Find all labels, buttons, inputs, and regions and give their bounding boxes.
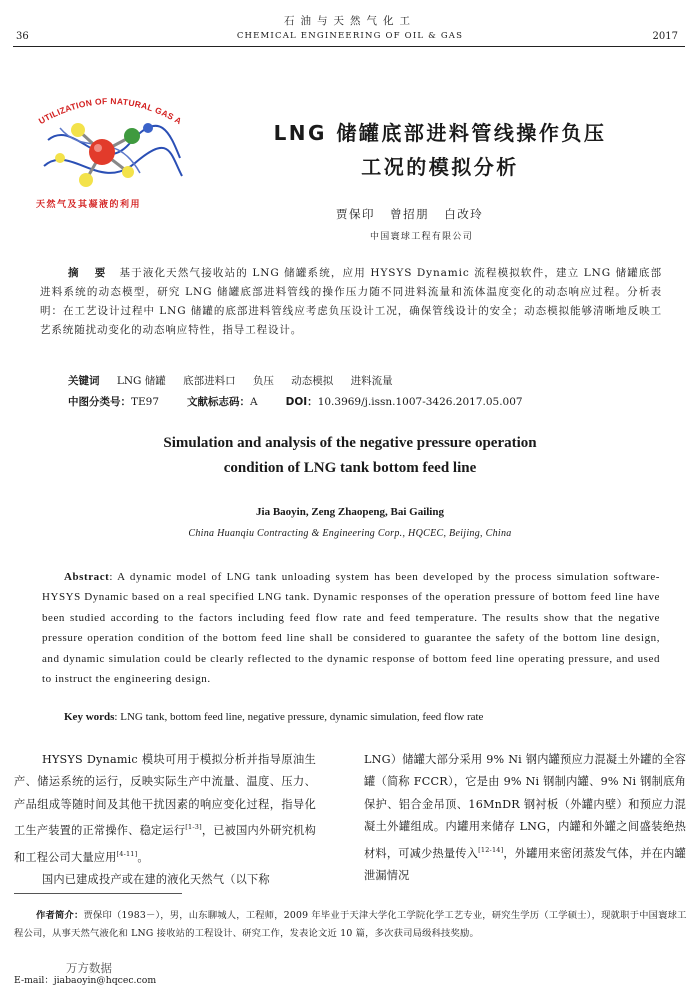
- clc-label: 中图分类号：: [68, 396, 131, 408]
- journal-title-cn: 石油与天然气化工: [284, 15, 416, 27]
- author-footnote: [14, 907, 688, 942]
- classification-line: [68, 394, 523, 409]
- doi-label: DOI：: [285, 396, 318, 408]
- keyword-cn-item: 进料流量: [350, 375, 393, 387]
- abstract-en-text: : A dynamic model of LNG tank unloading system has been developed by the process simulation software-HYSYS Dynamic based on a real specified LNG tank. Dynamic responses of the operation pressure of bottom feed line have been studied according to the factors including feed flow rate and feed temperature. The results show that the negative pressure operation condition of the bottom feed line shall be considered to guarantee the safety of the bottom line design, and dynamic simulation could be clearly reflected to the dynamic response of bottom feed line operating pressure, and used to instruct the engineering design.: [42, 571, 660, 686]
- keyword-cn-item: 动态模拟: [291, 375, 334, 387]
- body-column-right: [364, 749, 686, 887]
- watermark: 万方数据: [66, 961, 112, 975]
- article-title-en-line2: condition of LNG tank bottom feed line: [223, 460, 477, 476]
- clc-value: TE97: [131, 396, 160, 408]
- authors-cn: 贾保印 曾招朋 白改玲: [336, 207, 484, 221]
- citation-ref[interactable]: [12-14]: [478, 845, 504, 854]
- citation-ref[interactable]: [4-11]: [116, 849, 138, 858]
- body-paragraph: 国内已建成投产或在建的液化天然气（以下称: [42, 873, 270, 887]
- doc-code-label: 文献标志码：: [187, 396, 251, 408]
- affiliation-cn: 中国寰球工程有限公司: [370, 232, 474, 242]
- header-rule: [13, 46, 685, 47]
- article-title-line2: 工况的模拟分析: [361, 155, 519, 179]
- svg-text:UTILIZATION OF NATURAL GAS AND: [30, 88, 184, 126]
- citation-ref[interactable]: [1-3]: [185, 823, 202, 832]
- doc-code-value: A: [250, 396, 258, 408]
- journal-year: 2017: [652, 31, 678, 42]
- authors-en: Jia Baoyin, Zeng Zhaopeng, Bai Gailing: [256, 506, 444, 518]
- keyword-cn-item: 负压: [252, 375, 274, 387]
- body-paragraph: LNG）储罐大部分采用 9% Ni 钢内罐预应力混凝土外罐的全容罐（简称 FCCR），它是由 9% Ni 钢制内罐、9% Ni 钢制底角保护、铝合金吊顶、16MnDR 钢衬板（外罐内壁）和预应力混凝土外罐组成。内罐用来储存 LNG，内罐和外罐之间盛装绝热材料，可减少热量传入[12-14]，外罐用来密闭蒸发气体，并在内罐泄漏情况: [364, 753, 686, 883]
- article-title-line1: LNG 储罐底部进料管线操作负压: [273, 121, 607, 145]
- author-email[interactable]: E-mail：jiabaoyin@hqcec.com: [14, 975, 157, 986]
- footnote-label: 作者简介：: [36, 910, 84, 921]
- logo-caption: 天然气及其凝液的利用: [36, 200, 142, 210]
- keywords-en-text: : LNG tank, bottom feed line, negative pressure, dynamic simulation, feed flow rate: [114, 711, 484, 723]
- keywords-en-label: Key words: [64, 711, 115, 723]
- molecule-logo-icon: [30, 88, 190, 198]
- footnote-rule: [14, 893, 182, 894]
- body-paragraph: HYSYS Dynamic 模块可用于模拟分析并指导原油生产、储运系统的运行，反映实际生产中流量、温度、压力、产品组成等随时间及其他干扰因素的响应变化过程，指导化工生产装置的正常操作、稳定运行[1-3]，已被国内外研究机构和工程公司大量应用[4-11]。: [14, 753, 316, 864]
- abstract-en-label: Abstract: [64, 571, 110, 583]
- page-number: 36: [16, 31, 29, 42]
- affiliation-en: China Huanqiu Contracting & Engineering Corp., HQCEC, Beijing, China: [188, 528, 512, 539]
- abstract-cn-label: 摘 要: [68, 267, 112, 279]
- abstract-cn-text: 基于液化天然气接收站的 LNG 储罐系统，应用 HYSYS Dynamic 流程模拟软件，建立 LNG 储罐底部进料系统的动态模型，研究 LNG 储罐底部进料管线的操作压力随不同进料流量和流体温度变化的动态响应过程。分析表明：在工艺设计过程中 LNG 储罐的底部进料管线应考虑负压设计工况，确保管线设计的安全；动态模拟能够清晰地反映工艺系统随扰动变化的动态响应特性，指导工程设计。: [40, 267, 662, 336]
- doi-value[interactable]: 10.3969/j.issn.1007-3426.2017.05.007: [317, 396, 523, 408]
- keywords-cn: [68, 373, 407, 388]
- abstract-cn: [40, 264, 662, 340]
- keyword-cn-item: LNG 储罐: [116, 375, 166, 387]
- journal-title-en: CHEMICAL ENGINEERING OF OIL & GAS: [236, 31, 464, 41]
- body-column-left: [14, 749, 316, 891]
- footnote-text: 贾保印（1983－），男，山东聊城人，工程师，2009 年毕业于天津大学化工学院化学工艺专业，研究生学历（工学硕士），现就职于中国寰球工程公司，从事天然气液化和 LNG 接收站的工程设计、研究工作，发表论文近 10 篇，多次获司局级科技奖励。: [14, 910, 687, 939]
- keywords-en: [64, 711, 483, 723]
- keyword-cn-item: 底部进料口: [183, 375, 236, 387]
- logo-arc-text: UTILIZATION OF NATURAL GAS A: [36, 95, 184, 127]
- keywords-cn-label: 关键词: [68, 375, 100, 387]
- article-title-en-line1: Simulation and analysis of the negative pressure operation: [163, 435, 537, 451]
- abstract-en: [42, 567, 660, 689]
